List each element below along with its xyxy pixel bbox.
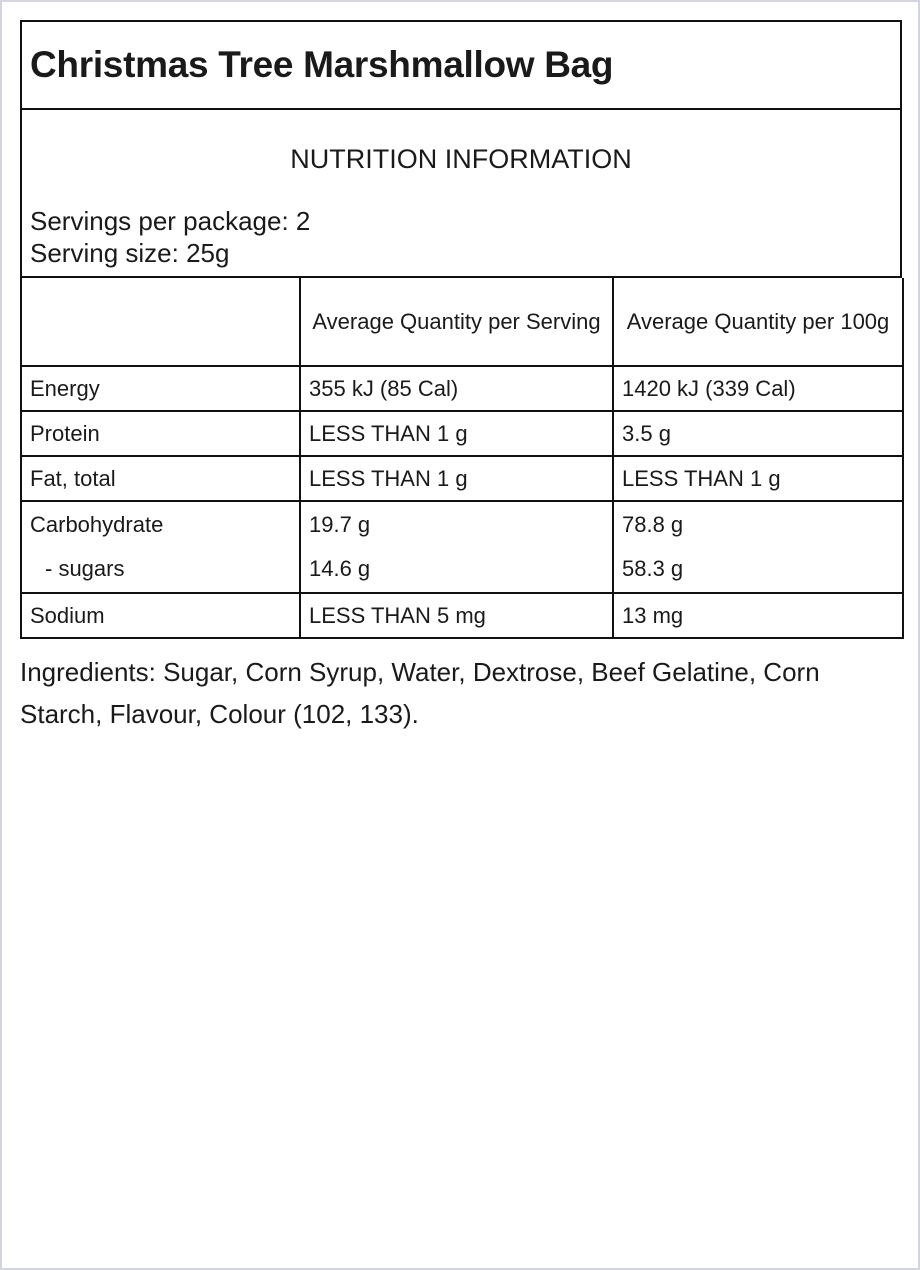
title-box (20, 20, 902, 110)
table-row-protein (21, 411, 903, 456)
nutrient-label: Sodium (21, 593, 300, 638)
per-100g-value: 78.8 g (622, 512, 684, 537)
per-100g-value: 13 mg (613, 593, 903, 638)
table-header-row (21, 278, 903, 366)
per-serving-value: LESS THAN 1 g (300, 456, 613, 501)
ingredients-text: Ingredients: Sugar, Corn Syrup, Water, Dextrose, Beef Gelatine, Corn Starch, Flavour, Colour (102, 133). (20, 657, 820, 729)
nutrient-label-cell (21, 501, 300, 593)
nutrient-label: Protein (21, 411, 300, 456)
table-row-carbohydrate (21, 501, 903, 593)
per-100g-value: 1420 kJ (339 Cal) (613, 366, 903, 411)
table-row-energy (21, 366, 903, 411)
table-row-sodium (21, 593, 903, 638)
nutrient-label: Carbohydrate (30, 512, 164, 537)
nutrient-label: Energy (21, 366, 300, 411)
column-header-nutrient (21, 278, 300, 366)
servings-per-package: Servings per package: 2 (30, 206, 311, 236)
nutrition-info-box (20, 110, 902, 278)
sub-nutrient-label: - sugars (45, 556, 125, 581)
column-header-per-serving: Average Quantity per Serving (300, 278, 613, 366)
product-title: Christmas Tree Marshmallow Bag (30, 44, 614, 85)
column-header-per-100g: Average Quantity per 100g (613, 278, 903, 366)
per-serving-value: LESS THAN 1 g (300, 411, 613, 456)
per-100g-cell (613, 501, 903, 593)
per-serving-value: 355 kJ (85 Cal) (300, 366, 613, 411)
serving-size: Serving size: 25g (30, 238, 230, 268)
nutrition-heading: NUTRITION INFORMATION (290, 144, 632, 174)
per-serving-cell (300, 501, 613, 593)
nutrient-label: Fat, total (21, 456, 300, 501)
per-100g-value: LESS THAN 1 g (613, 456, 903, 501)
per-serving-value: 19.7 g (309, 512, 371, 537)
sub-per-serving-value: 14.6 g (309, 556, 371, 581)
per-serving-value: LESS THAN 5 mg (300, 593, 613, 638)
table-row-fat (21, 456, 903, 501)
nutrition-table (20, 278, 904, 639)
per-100g-value: 3.5 g (613, 411, 903, 456)
sub-per-100g-value: 58.3 g (622, 556, 684, 581)
nutrition-panel (20, 20, 902, 735)
